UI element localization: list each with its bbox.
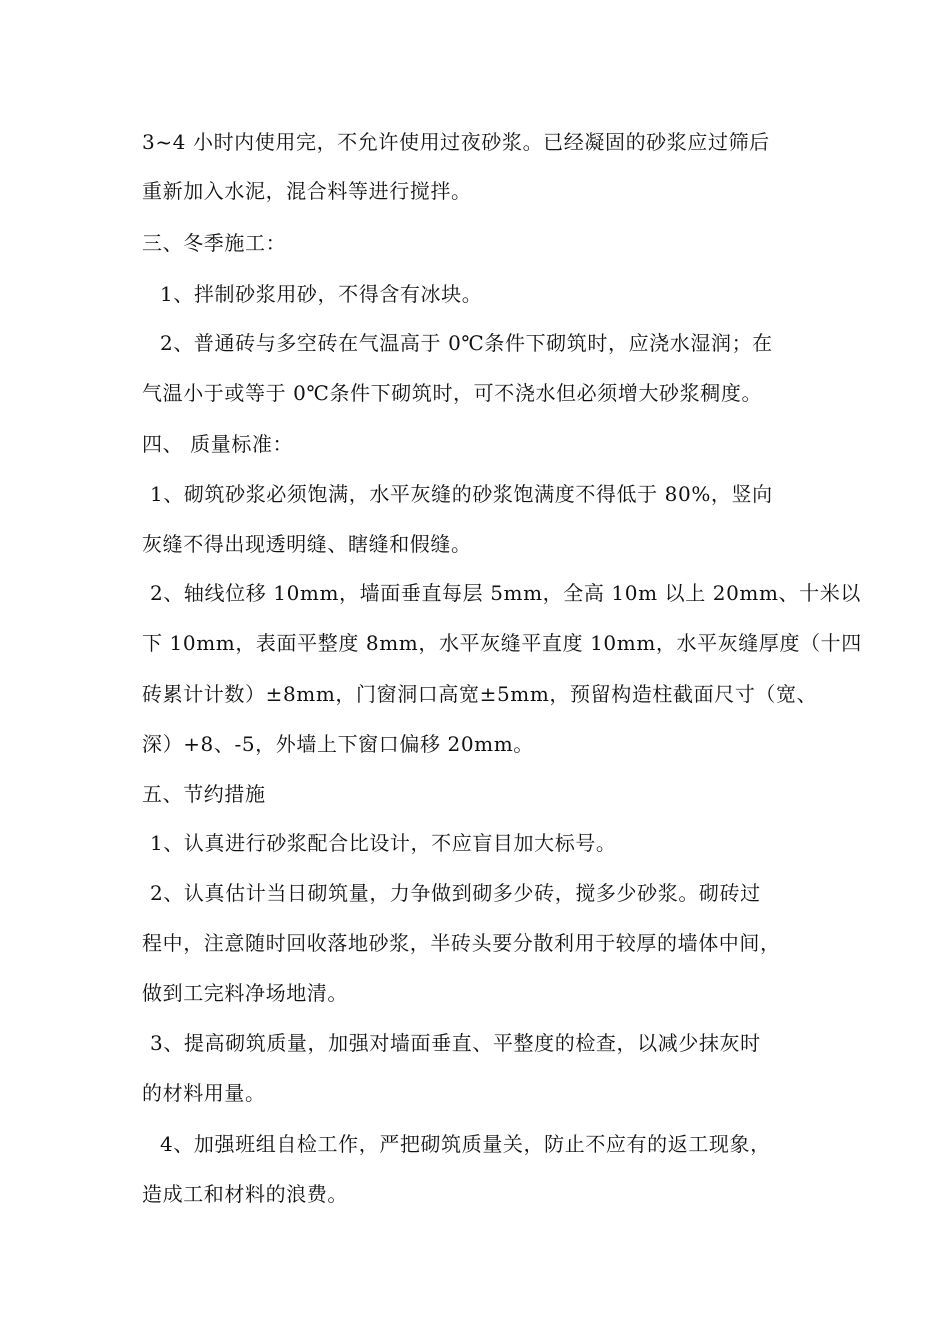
text-line: 2、轴线位移 10mm，墙面垂直每层 5mm，全高 10m 以上 20mm、十米以 [150,581,861,605]
text-line: 2、认真估计当日砌筑量，力争做到砌多少砖，搅多少砂浆。砌砖过 [150,881,761,905]
text-line: 4、加强班组自检工作，严把砌筑质量关，防止不应有的返工现象， [160,1132,771,1156]
text-line: 程中，注意随时回收落地砂浆，半砖头要分散利用于较厚的墙体中间， [142,931,781,955]
text-line: 重新加入水泥，混合料等进行搅拌。 [142,179,472,203]
text-line: 造成工和材料的浪费。 [142,1182,348,1206]
text-line: 深）+8、-5，外墙上下窗口偏移 20mm。 [142,732,534,756]
text-line: 的材料用量。 [142,1081,266,1105]
text-line: 1、砌筑砂浆必须饱满，水平灰缝的砂浆饱满度不得低于 80%，竖向 [150,482,773,506]
text-line: 2、普通砖与多空砖在气温高于 0℃条件下砌筑时，应浇水湿润；在 [160,331,773,355]
text-line: 1、认真进行砂浆配合比设计，不应盲目加大标号。 [150,831,617,855]
text-line: 下 10mm，表面平整度 8mm，水平灰缝平直度 10mm，水平灰缝厚度（十四 [142,631,862,655]
text-line: 3、提高砌筑质量，加强对墙面垂直、平整度的检查，以减少抹灰时 [150,1031,761,1055]
text-line: 砖累计计数）±8mm，门窗洞口高宽±5mm，预留构造柱截面尺寸（宽、 [142,682,818,706]
text-line: 3~4 小时内使用完，不允许使用过夜砂浆。已经凝固的砂浆应过筛后 [142,130,770,154]
text-line: 做到工完料净场地清。 [142,981,348,1005]
section-heading: 四、 质量标准： [142,432,294,456]
section-heading: 三、冬季施工： [142,231,287,255]
text-line: 气温小于或等于 0℃条件下砌筑时，可不浇水但必须增大砂浆稠度。 [142,381,763,405]
section-heading: 五、节约措施 [142,782,266,806]
text-line: 灰缝不得出现透明缝、瞎缝和假缝。 [142,532,472,556]
text-line: 1、拌制砂浆用砂，不得含有冰块。 [160,282,483,306]
